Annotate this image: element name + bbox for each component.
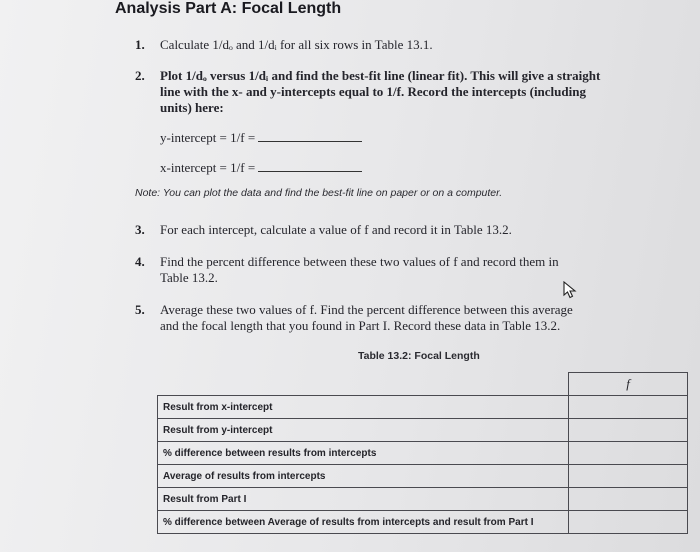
step-2-line-1: Plot 1/dₒ versus 1/dᵢ and find the best-fit line (linear fit). This will give a straight: [160, 68, 601, 83]
step-4-number: 4.: [135, 254, 145, 269]
note-text: Note: You can plot the data and find the best-fit line on paper or on a computer.: [135, 187, 503, 199]
mouse-pointer-icon: [562, 281, 580, 299]
step-5-text: [160, 302, 573, 334]
table-header-blank: [158, 373, 569, 396]
step-2-number: 2.: [135, 68, 145, 83]
y-intercept-blank[interactable]: [258, 131, 362, 142]
row-value-cell[interactable]: [569, 511, 688, 534]
table-row: [158, 442, 688, 465]
step-4-line-2: Table 13.2.: [160, 270, 218, 285]
focal-length-table: [157, 372, 688, 534]
row-value-cell[interactable]: [569, 465, 688, 488]
row-label: Result from y-intercept: [158, 419, 569, 442]
row-value-cell[interactable]: [569, 442, 688, 465]
page-title: Analysis Part A: Focal Length: [115, 0, 342, 17]
step-1-number: 1.: [135, 37, 145, 52]
table-row: [158, 419, 688, 442]
x-intercept-line: [160, 160, 362, 176]
row-label: Result from Part I: [158, 488, 569, 511]
step-2-line-2: line with the x- and y-intercepts equal to 1/f. Record the intercepts (including: [160, 84, 586, 99]
table-header-f: f: [569, 373, 688, 396]
step-3-text: For each intercept, calculate a value of f and record it in Table 13.2.: [160, 222, 512, 237]
y-intercept-line: [160, 130, 362, 146]
row-value-cell[interactable]: [569, 488, 688, 511]
table-row: [158, 488, 688, 511]
row-value-cell[interactable]: [569, 419, 688, 442]
step-1-text: Calculate 1/dₒ and 1/dᵢ for all six rows in Table 13.1.: [160, 37, 433, 52]
row-label: Average of results from intercepts: [158, 465, 569, 488]
step-5-number: 5.: [135, 302, 145, 317]
row-value-cell[interactable]: [569, 396, 688, 419]
row-label: % difference between results from intercepts: [158, 442, 569, 465]
row-label: % difference between Average of results from intercepts and result from Part I: [158, 511, 569, 534]
step-5-line-1: Average these two values of f. Find the percent difference between this average: [160, 302, 573, 317]
step-2-text: [160, 68, 600, 116]
y-intercept-label: y-intercept = 1/f =: [160, 130, 256, 145]
table-row: [158, 396, 688, 419]
table-header-row: [158, 373, 688, 396]
step-2-line-3: units) here:: [160, 100, 224, 115]
x-intercept-label: x-intercept = 1/f =: [160, 160, 256, 175]
step-4-text: [160, 254, 559, 286]
table-row: [158, 511, 688, 534]
x-intercept-blank[interactable]: [258, 161, 362, 172]
table-row: [158, 465, 688, 488]
step-5-line-2: and the focal length that you found in Part I. Record these data in Table 13.2.: [160, 318, 561, 333]
row-label: Result from x-intercept: [158, 396, 569, 419]
table-caption: Table 13.2: Focal Length: [358, 350, 480, 362]
step-3-number: 3.: [135, 222, 145, 237]
step-4-line-1: Find the percent difference between these two values of f and record them in: [160, 254, 559, 269]
